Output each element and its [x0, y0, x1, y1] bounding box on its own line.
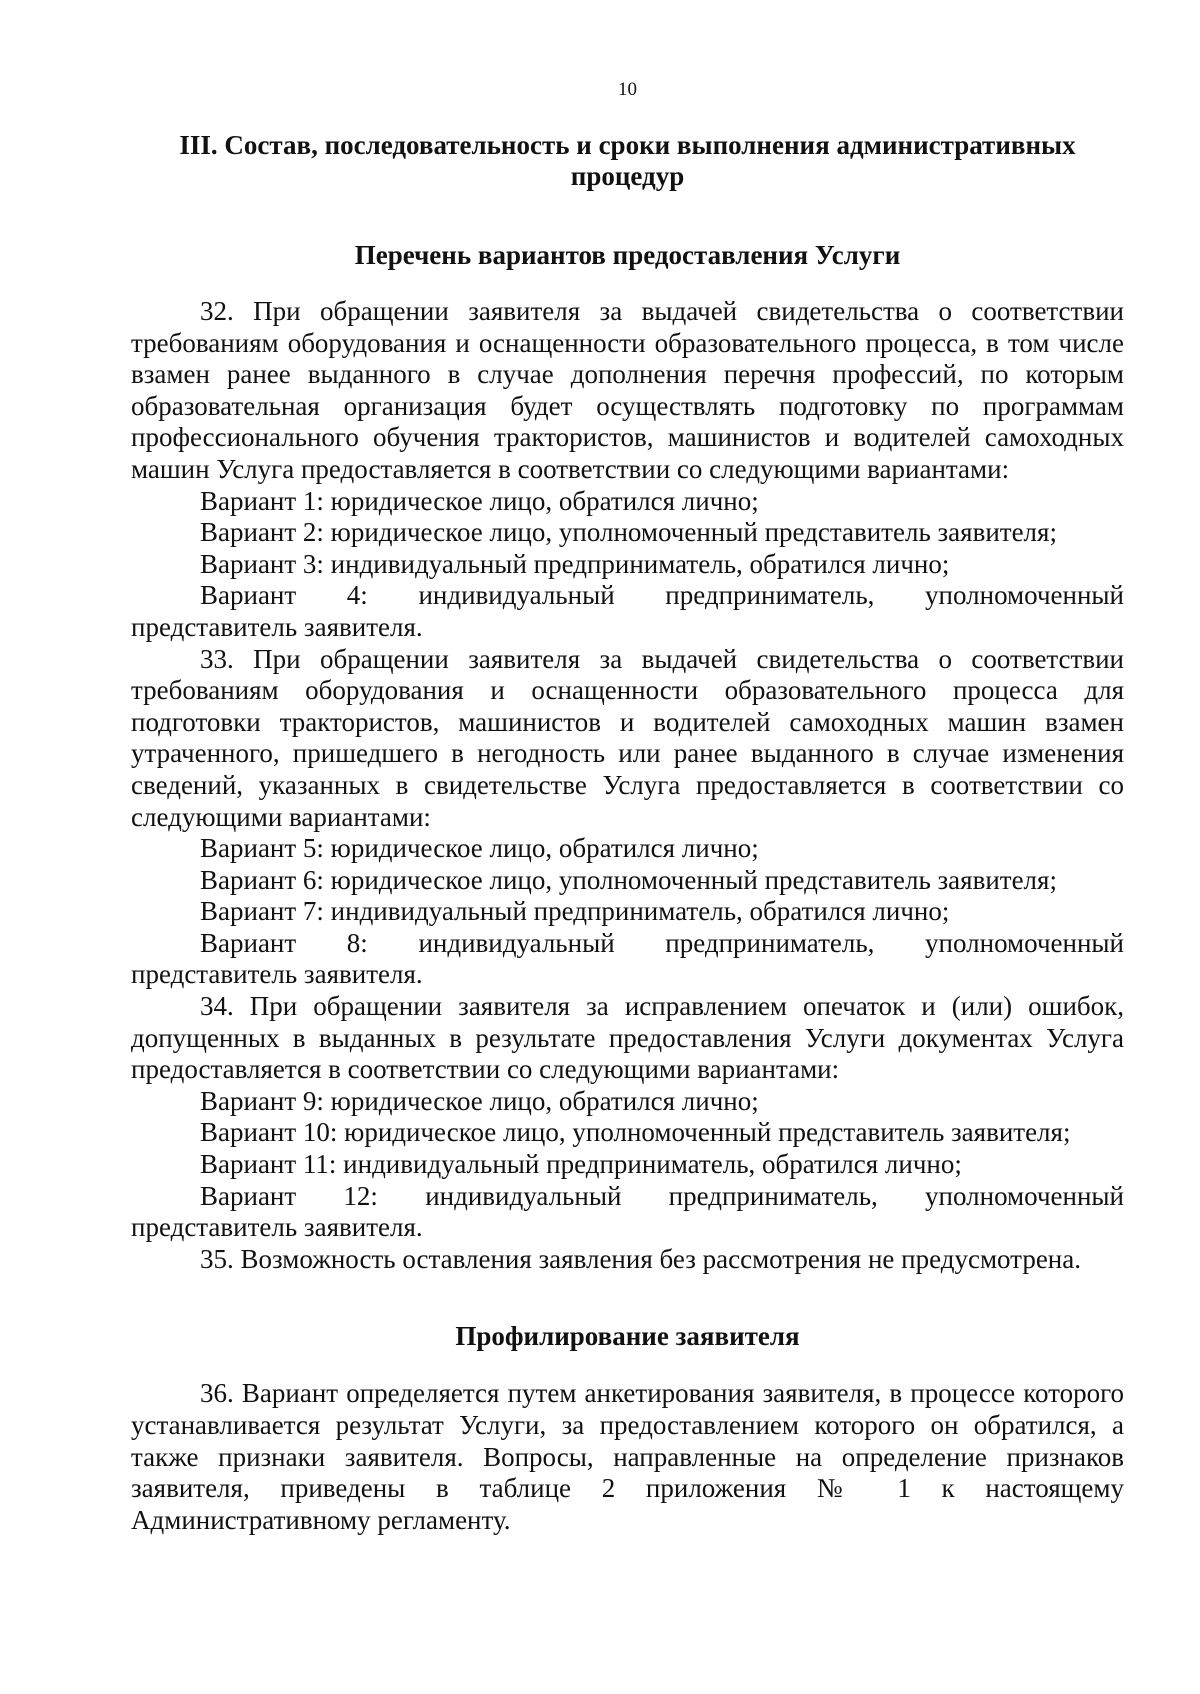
variant-item [131, 928, 1124, 991]
variant-item: Вариант 3: индивидуальный предприниматель, обратился лично; [200, 548, 950, 579]
page-number: 10 [618, 79, 637, 100]
paragraph-34: 34. При обращении заявителя за исправлением опечаток и (или) ошибок, допущенных в выданных в результате предоставления Услуги документах Услуга предоставляется в соответствии со следующими вариантами: [131, 991, 1124, 1085]
variant-4-line-1: Вариант 4: индивидуальный предприниматель, уполномоченный [200, 580, 1124, 611]
variant-8-line-2: представитель заявителя. [131, 959, 423, 990]
variant-item: Вариант 2: юридическое лицо, уполномоченный представитель заявителя; [200, 517, 1057, 548]
subsection-title-variants: Перечень вариантов предоставления Услуги [354, 240, 901, 270]
variant-8-line-1: Вариант 8: индивидуальный предприниматель, уполномоченный [200, 927, 1124, 958]
section-title: III. Состав, последовательность и сроки выполнения административных процедур [179, 130, 1076, 191]
variant-12-line-1: Вариант 12: индивидуальный предприниматель, уполномоченный [200, 1180, 1124, 1211]
variant-4-line-2: представитель заявителя. [131, 611, 423, 642]
variant-item: Вариант 11: индивидуальный предприниматель, обратился лично; [200, 1149, 962, 1180]
variant-item: Вариант 1: юридическое лицо, обратился лично; [200, 485, 759, 516]
paragraph-35: 35. Возможность оставления заявления без рассмотрения не предусмотрена. [200, 1243, 1081, 1274]
paragraph-33: 33. При обращении заявителя за выдачей свидетельства о соответствии требованиям оборудования и оснащенности образовательного процесса для подготовки трактористов, машинистов и водителей самоходных машин взамен утраченного, пришедшего в негодность или ранее выданного в случае изменения сведений, указанных в свидетельстве Услуга предоставляется в соответствии со следующими вариантами: [131, 643, 1124, 832]
paragraph-32: 32. При обращении заявителя за выдачей свидетельства о соответствии требованиям оборудования и оснащенности образовательного процесса, в том числе взамен ранее выданного в случае дополнения перечня профессий, по которым образовательная организация будет осуществлять подготовку по программам профессионального обучения трактористов, машинистов и водителей самоходных машин Услуга предоставляется в соответствии со следующими вариантами: [131, 296, 1124, 484]
variant-12-line-2: представитель заявителя. [131, 1212, 423, 1243]
variant-item: Вариант 6: юридическое лицо, уполномоченный представитель заявителя; [200, 864, 1057, 895]
variant-item: Вариант 5: юридическое лицо, обратился лично; [200, 833, 759, 864]
variant-item: Вариант 9: юридическое лицо, обратился лично; [200, 1085, 759, 1116]
variant-item [131, 580, 1124, 643]
variant-item [131, 1181, 1124, 1244]
variant-item: Вариант 7: индивидуальный предприниматель, обратился лично; [200, 896, 950, 927]
paragraph-36: 36. Вариант определяется путем анкетирования заявителя, в процессе которого устанавливается результат Услуги, за предоставлением которого он обратился, а также признаки заявителя. Вопросы, направленные на определение признаков заявителя, приведены в таблице 2 приложения № 1 к настоящему Административному регламенту. [131, 1378, 1124, 1535]
subsection-title-profiling: Профилирование заявителя [455, 1321, 800, 1352]
variant-item: Вариант 10: юридическое лицо, уполномоченный представитель заявителя; [200, 1117, 1071, 1148]
